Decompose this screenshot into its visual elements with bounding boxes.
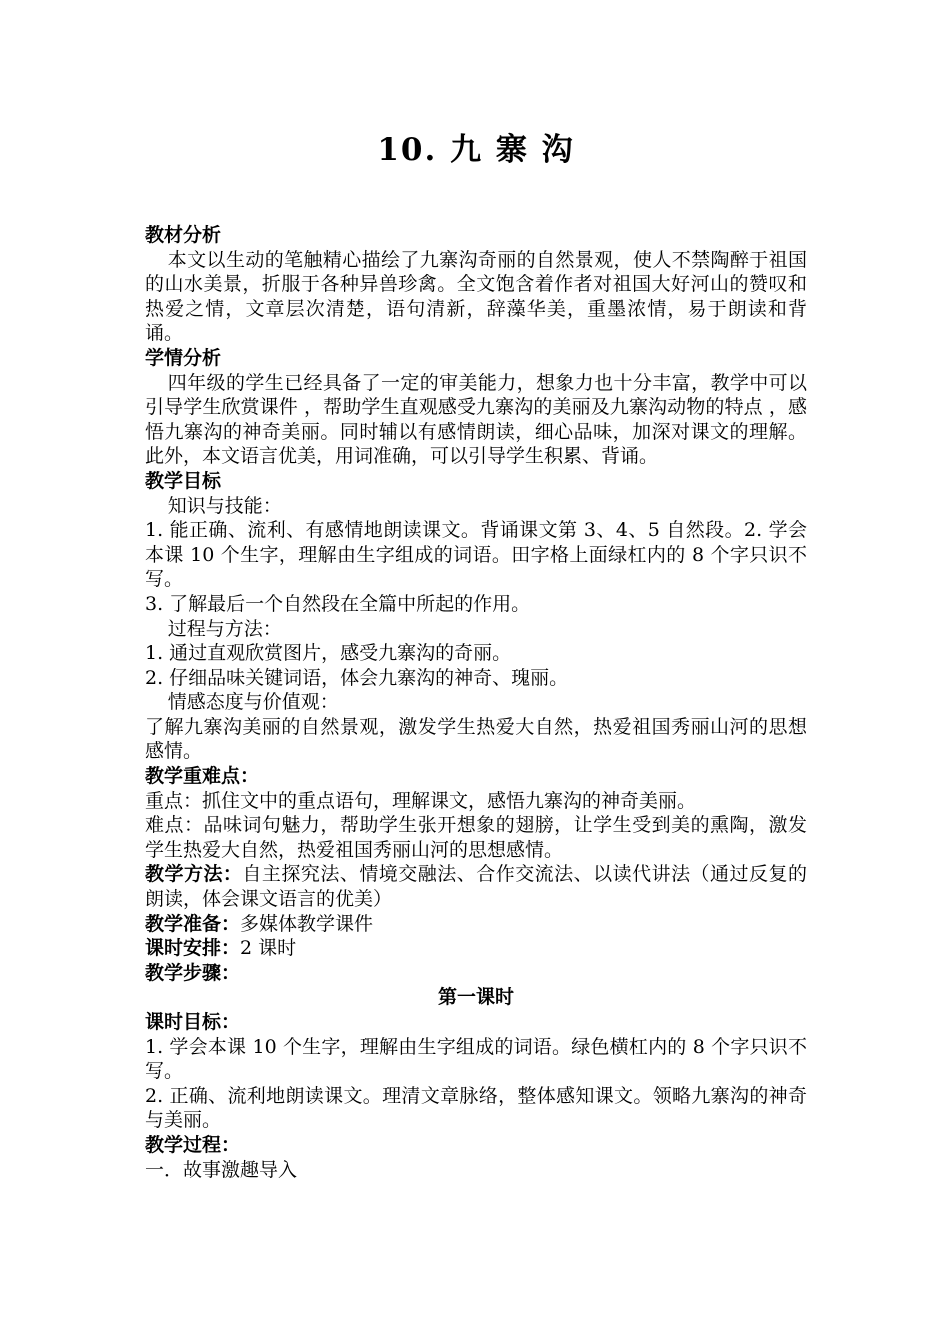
label-schedule: 课时安排： xyxy=(145,937,241,960)
label-teaching-prep: 教学准备： xyxy=(145,912,241,935)
paragraph-process-2: 2. 仔细品味关键词语，体会九寨沟的神奇、瑰丽。 xyxy=(145,666,569,689)
paragraph-schedule xyxy=(145,936,807,961)
paragraph-teaching-prep xyxy=(145,912,807,937)
text-teaching-method: 自主探究法、情境交融法、合作交流法、以读代讲法（通过反复的朗读，体会课文语言的优美） xyxy=(145,863,807,911)
page-title: 10. 九 寨 沟 xyxy=(377,132,575,168)
paragraph-lesson-goal-1: 1. 学会本课 10 个生字，理解由生字组成的词语。绿色横杠内的 8 个字只识不写。 xyxy=(145,1035,807,1083)
subheading-process-methods: 过程与方法： xyxy=(167,617,282,640)
text-schedule: 2 课时 xyxy=(240,937,297,960)
paragraph-knowledge-2: 3. 了解最后一个自然段在全篇中所起的作用。 xyxy=(145,592,531,615)
paragraph-knowledge-1: 1. 能正确、流利、有感情地朗读课文。背诵课文第 3、4、5 自然段。2. 学会本课 10 个生字，理解由生字组成的词语。田字格上面绿杠内的 8 个字只识不写。 xyxy=(145,519,807,591)
paragraph-step-1: 一．故事激趣导入 xyxy=(145,1158,298,1181)
paragraph-teaching-method xyxy=(145,862,807,911)
document-body xyxy=(145,223,807,1182)
section-heading-student-analysis: 学情分析 xyxy=(145,346,222,369)
section-heading-process: 教学过程： xyxy=(145,1133,241,1156)
section-heading-key-points: 教学重难点： xyxy=(145,765,260,788)
paragraph-difficult-point: 难点：品味词句魅力，帮助学生张开想象的翅膀，让学生受到美的熏陶，激发学生热爱大自然，热爱祖国秀丽山河的思想感情。 xyxy=(145,814,807,861)
paragraph-textbook-analysis: 本文以生动的笔触精心描绘了九寨沟奇丽的自然景观，使人不禁陶醉于祖国的山水美景，折服于各种异兽珍禽。全文饱含着作者对祖国大好河山的赞叹和热爱之情，文章层次清楚，语句清新，辞藻华美，重墨浓情，易于朗读和背诵。 xyxy=(145,248,807,345)
lesson-title: 第一课时 xyxy=(437,986,514,1009)
text-teaching-prep: 多媒体教学课件 xyxy=(240,912,374,935)
section-heading-teaching-steps: 教学步骤： xyxy=(145,961,241,984)
subheading-emotion-values: 情感态度与价值观： xyxy=(167,691,339,714)
paragraph-student-analysis: 四年级的学生已经具备了一定的审美能力，想象力也十分丰富，教学中可以引导学生欣赏课件 ，帮助学生直观感受九寨沟的美丽及九寨沟动物的特点 ，感悟九寨沟的神奇美丽。同时辅以有感情朗读，细心品味，加深对课文的理解。此外，本文语言优美，用词准确，可以引导学生积累、背诵。 xyxy=(145,371,807,468)
paragraph-process-1: 1. 通过直观欣赏图片，感受九寨沟的奇丽。 xyxy=(145,642,512,665)
paragraph-emotion-1: 了解九寨沟美丽的自然景观，激发学生热爱大自然，热爱祖国秀丽山河的思想感情。 xyxy=(145,715,807,763)
section-heading-lesson-goals: 课时目标： xyxy=(145,1011,241,1033)
subheading-knowledge-skills: 知识与技能： xyxy=(167,494,282,517)
paragraph-key-point: 重点：抓住文中的重点语句，理解课文，感悟九寨沟的神奇美丽。 xyxy=(145,789,697,812)
label-teaching-method: 教学方法： xyxy=(145,863,243,886)
section-heading-textbook-analysis: 教材分析 xyxy=(145,224,222,246)
paragraph-lesson-goal-2: 2. 正确、流利地朗读课文。理清文章脉络，整体感知课文。领略九寨沟的神奇与美丽。 xyxy=(145,1084,807,1132)
section-heading-teaching-goals: 教学目标 xyxy=(145,469,222,492)
